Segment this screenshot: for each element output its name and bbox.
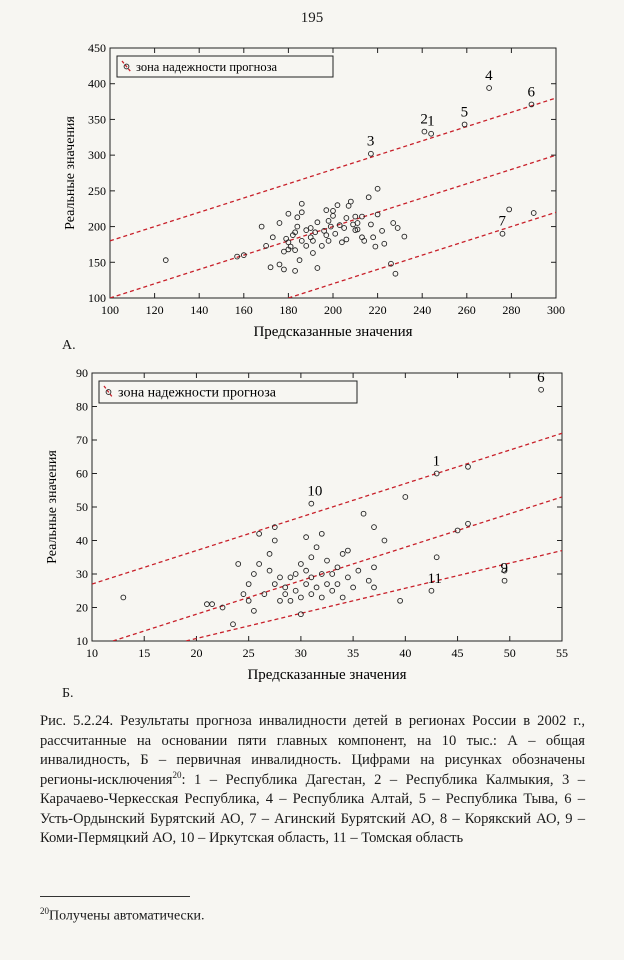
- a-data-point: [163, 258, 168, 263]
- b-data-point: [309, 555, 314, 560]
- b-data-point: [314, 545, 319, 550]
- a-data-point: [270, 235, 275, 240]
- a-data-point: [319, 243, 324, 248]
- a-data-point: [395, 226, 400, 231]
- b-data-point: [210, 602, 215, 607]
- footnote-text: Получены автоматически.: [49, 908, 205, 924]
- a-data-point: [268, 265, 273, 270]
- b-data-point: [236, 562, 241, 567]
- b-data-point: [325, 582, 330, 587]
- b-x-tick-label: 55: [556, 646, 568, 660]
- a-y-tick-label: 450: [88, 41, 106, 55]
- a-data-point: [382, 241, 387, 246]
- a-data-point: [304, 243, 309, 248]
- a-data-point: [311, 238, 316, 243]
- b-data-point: [345, 575, 350, 580]
- b-data-point: [382, 538, 387, 543]
- b-data-point: [241, 592, 246, 597]
- a-data-point: [299, 201, 304, 206]
- a-data-point: [375, 186, 380, 191]
- b-data-point: [351, 585, 356, 590]
- b-data-point: [283, 592, 288, 597]
- b-data-point: [340, 552, 345, 557]
- a-data-point: [326, 238, 331, 243]
- b-reliability-line-center: [113, 497, 562, 641]
- b-outlier-label: 6: [537, 369, 545, 386]
- b-legend-label: зона надежности прогноза: [118, 385, 277, 401]
- a-y-tick-label: 250: [88, 183, 106, 198]
- a-data-point: [308, 226, 313, 231]
- a-data-point: [295, 215, 300, 220]
- a-data-point: [344, 216, 349, 221]
- b-data-point: [335, 582, 340, 587]
- a-data-point: [373, 244, 378, 249]
- a-outlier-label: 1: [427, 113, 435, 130]
- b-y-tick-label: 80: [76, 399, 88, 414]
- a-data-point: [366, 195, 371, 200]
- chart-b: [0, 365, 624, 695]
- a-x-tick-label: 180: [279, 303, 298, 317]
- a-data-point: [362, 238, 367, 243]
- b-data-point: [278, 575, 283, 580]
- a-legend-label: зона надежности прогноза: [136, 60, 278, 74]
- b-y-tick-label: 60: [76, 466, 88, 481]
- b-x-tick-label: 25: [242, 646, 255, 660]
- b-data-point: [288, 575, 293, 580]
- b-data-point: [325, 558, 330, 563]
- page-number: 195: [300, 10, 324, 26]
- b-data-point: [319, 531, 324, 536]
- a-outlier-point: [462, 122, 467, 127]
- a-data-point: [348, 199, 353, 204]
- b-data-point: [330, 588, 335, 593]
- b-y-tick-label: 30: [76, 567, 88, 581]
- a-data-point: [371, 235, 376, 240]
- a-data-point: [333, 231, 338, 236]
- a-outlier-label: 3: [366, 133, 375, 150]
- a-y-tick-label: 150: [88, 255, 106, 270]
- caption-footnote-ref: 20: [172, 769, 182, 780]
- chart-a: [0, 38, 624, 358]
- b-data-point: [304, 568, 309, 573]
- a-data-point: [402, 234, 407, 239]
- b-data-point: [251, 608, 256, 613]
- b-y-tick-label: 40: [76, 533, 88, 548]
- a-data-point: [277, 262, 282, 267]
- a-outlier-point: [369, 151, 374, 156]
- b-data-point: [288, 598, 293, 603]
- b-outlier-point: [309, 501, 314, 506]
- a-data-point: [297, 258, 302, 263]
- b-data-point: [309, 592, 314, 597]
- b-data-point: [340, 595, 345, 600]
- b-outlier-point: [429, 588, 434, 593]
- b-x-tick-label: 35: [347, 646, 360, 660]
- a-x-tick-label: 240: [413, 303, 432, 317]
- b-x-tick-label: 45: [451, 646, 464, 660]
- b-data-point: [267, 552, 272, 557]
- b-y-tick-label: 20: [76, 600, 88, 615]
- a-data-point: [299, 210, 304, 215]
- b-outlier-label: 11: [427, 570, 442, 587]
- b-outlier-point: [539, 387, 544, 392]
- a-outlier-point: [500, 231, 505, 236]
- b-data-point: [372, 525, 377, 530]
- a-data-point: [355, 221, 360, 226]
- a-outlier-label: 7: [498, 213, 506, 230]
- a-data-point: [331, 208, 336, 213]
- a-data-point: [331, 213, 336, 218]
- b-data-point: [251, 572, 256, 577]
- footnote-rule: [40, 896, 190, 897]
- b-data-point: [298, 595, 303, 600]
- b-y-tick-label: 70: [76, 433, 88, 447]
- b-outlier-label: 9: [500, 560, 509, 577]
- panel-letter-b: Б.: [62, 686, 74, 701]
- a-data-point: [293, 248, 298, 253]
- a-data-point: [369, 222, 374, 227]
- b-data-point: [246, 598, 251, 603]
- a-data-point: [299, 238, 304, 243]
- a-reliability-line-upper: [110, 98, 556, 241]
- b-data-point: [356, 568, 361, 573]
- a-x-tick-label: 140: [190, 303, 209, 317]
- b-data-point: [361, 511, 366, 516]
- a-data-point: [315, 266, 320, 271]
- b-data-point: [372, 565, 377, 570]
- a-x-tick-label: 160: [234, 303, 253, 317]
- a-outlier-point: [422, 129, 427, 134]
- a-x-tick-label: 260: [457, 303, 476, 317]
- a-data-point: [324, 208, 329, 213]
- a-x-tick-label: 120: [145, 303, 164, 317]
- a-outlier-point: [487, 86, 492, 91]
- b-y-axis-label: Реальные значения: [45, 450, 60, 564]
- b-x-tick-label: 10: [86, 646, 98, 660]
- b-data-point: [278, 598, 283, 603]
- b-data-point: [257, 531, 262, 536]
- a-outlier-label: 4: [485, 68, 493, 84]
- b-y-tick-label: 50: [76, 500, 88, 514]
- caption-main-text: Рис. 5.2.24. Результаты прогноза инвалидности детей в регионах России в 2002 г., рассчитанные на основании пяти главных компонент, на 10 тыс.: А – общая инвалидность, Б – первичная инвалидность. Цифрами на рисунках обозначены регионы-исключения: [40, 713, 585, 788]
- b-data-point: [434, 555, 439, 560]
- b-data-point: [272, 538, 277, 543]
- b-data-point: [246, 582, 251, 587]
- a-data-point: [380, 228, 385, 233]
- footnote: [40, 906, 205, 925]
- b-data-point: [293, 572, 298, 577]
- b-data-point: [204, 602, 209, 607]
- a-data-point: [293, 268, 298, 273]
- b-data-point: [304, 582, 309, 587]
- a-y-tick-label: 200: [88, 219, 106, 234]
- b-data-point: [267, 568, 272, 573]
- b-x-axis-label: Предсказанные значения: [247, 667, 407, 683]
- b-data-point: [366, 578, 371, 583]
- a-data-point: [282, 267, 287, 272]
- panel-letter-a: А.: [62, 338, 76, 353]
- a-y-axis-label: Реальные значения: [63, 116, 78, 230]
- caption-region-list: : 1 – Республика Дагестан, 2 – Республика Калмыкия, 3 – Карачаево-Черкесская Республика, 4 – Республика Алтай, 5 – Республика Тыва, 6 – Усть-Ордынский Бурятский АО, 7 – Агинский Бурятский АО, 8 – Корякский АО, 9 – Коми-Пермяцкий АО, 10 – Иркутская область, 11 – Томская область: [40, 771, 585, 846]
- b-data-point: [231, 622, 236, 627]
- b-outlier-point: [502, 578, 507, 583]
- a-outlier-point: [507, 207, 512, 212]
- a-data-point: [277, 221, 282, 226]
- a-x-tick-label: 300: [547, 303, 565, 317]
- a-data-point: [393, 271, 398, 276]
- a-data-point: [259, 224, 264, 229]
- a-x-tick-label: 220: [368, 303, 387, 317]
- a-y-tick-label: 100: [88, 291, 106, 305]
- a-y-tick-label: 350: [88, 112, 106, 127]
- b-data-point: [314, 585, 319, 590]
- b-data-point: [372, 585, 377, 590]
- b-x-tick-label: 50: [503, 646, 516, 660]
- a-outlier-label: 2: [420, 111, 428, 128]
- a-x-tick-label: 100: [101, 303, 119, 317]
- b-data-point: [304, 535, 309, 540]
- b-data-point: [345, 548, 350, 553]
- b-outlier-label: 10: [307, 483, 323, 500]
- b-data-point: [298, 612, 303, 617]
- b-x-tick-label: 30: [294, 646, 307, 660]
- a-data-point: [326, 218, 331, 223]
- a-outlier-label: 5: [460, 104, 469, 121]
- b-data-point: [319, 595, 324, 600]
- b-plot-frame: [92, 373, 562, 641]
- a-outlier-point: [429, 131, 434, 136]
- b-data-point: [283, 585, 288, 590]
- figure-caption: [40, 712, 585, 849]
- a-data-point: [391, 221, 396, 226]
- b-reliability-line-upper: [92, 433, 562, 584]
- b-data-point: [466, 521, 471, 526]
- b-x-tick-label: 40: [399, 646, 412, 660]
- b-data-point: [398, 598, 403, 603]
- a-data-point: [315, 220, 320, 225]
- a-data-point: [353, 214, 358, 219]
- a-outlier-point: [531, 211, 536, 216]
- b-data-point: [293, 588, 298, 593]
- a-y-tick-label: 300: [88, 148, 106, 163]
- b-outlier-point: [466, 464, 471, 469]
- b-data-point: [121, 595, 126, 600]
- b-data-point: [262, 592, 267, 597]
- b-x-tick-label: 20: [190, 646, 203, 660]
- a-data-point: [286, 211, 291, 216]
- b-data-point: [330, 572, 335, 577]
- a-x-tick-label: 280: [502, 303, 521, 317]
- b-y-tick-label: 10: [76, 634, 88, 648]
- b-data-point: [403, 495, 408, 500]
- a-data-point: [340, 240, 345, 245]
- b-y-tick-label: 90: [76, 366, 88, 380]
- a-data-point: [311, 251, 316, 256]
- a-outlier-label: 6: [527, 84, 535, 101]
- b-outlier-label: 1: [432, 453, 441, 470]
- b-data-point: [298, 562, 303, 567]
- a-x-tick-label: 200: [324, 303, 342, 317]
- a-data-point: [324, 233, 329, 238]
- a-y-tick-label: 400: [88, 76, 106, 91]
- a-data-point: [295, 224, 300, 229]
- a-data-point: [344, 237, 349, 242]
- a-x-axis-label: Предсказанные значения: [253, 324, 413, 340]
- b-data-point: [335, 565, 340, 570]
- a-data-point: [342, 226, 347, 231]
- a-data-point: [335, 203, 340, 208]
- b-data-point: [272, 582, 277, 587]
- footnote-mark: 20: [40, 906, 49, 916]
- b-data-point: [257, 562, 262, 567]
- b-x-tick-label: 15: [138, 646, 151, 660]
